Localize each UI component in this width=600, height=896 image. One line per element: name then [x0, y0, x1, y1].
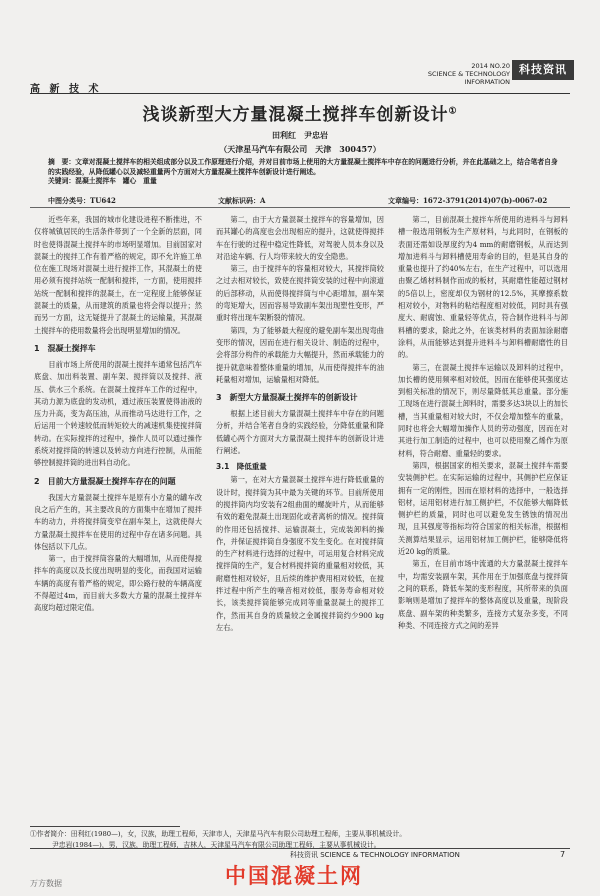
footer-journal: 科技资讯 SCIENCE & TECHNOLOGY INFORMATION [290, 851, 460, 859]
paragraph: 第四，根据国家的相关要求，混凝土搅拌车需要安装侧护栏。在实际运输的过程中，其侧护栏应保证拥有一定的刚性，因而在原材料的选择中，一般选择铝材，运用铝材进行加工侧护栏，不仅能够大幅降低侧护栏的质量，同时也可以避免发生锈蚀的情况出现，且其强度等指标均符合国家的相关标准，根据相关测算结果显示，运用铝材加工侧护栏，能够降低将近20 kg的质量。 [398, 460, 568, 557]
paragraph: 近些年来，我国的城市化建设进程不断推进，不仅将城镇居民的生活条件带到了一个全新的层面，同时也使得混凝土搅拌车的市场明显增加。目前国家对混凝土的搅拌工作有着严格的规定，即不允许施工单位在施工现场对混凝土进行搅拌工作，其混凝土的使用必须有搅拌站统一配制和搅拌，一方面，使用搅拌站统一配制和搅拌的混凝土，在一定程度上能够保证混凝土的质量，从而建筑的质量也将会得以提升；然而另一方面，这无疑提升了混凝土的运输量，其混凝土搅拌车的使用数量将会出现明显增加的情况。 [34, 215, 202, 335]
article-title [0, 100, 600, 125]
paragraph: 第五，在目前市场中流通的大方量混凝土搅拌车中，均需安装副车架，其作用在于加强底盘与搅拌筒之间的联系，降低车架的变形程度，其所带来的负面影响则是增加了搅拌车的整体高度以及重量，现阶段底盘、副车架的种类繁多，连接方式复杂多变，不同种类、不同连接方式之间的差异 [398, 559, 568, 630]
paragraph: 第一，由于搅拌筒容量的大幅增加，从而使得搅拌车的高度以及长度出现明显的变化，而我国对运输车辆的高度有着严格的规定，即公路行驶的车辆高度不得超过4m，而目前大多数大方量的混凝土搅拌车高度均超过限定值。 [34, 554, 202, 613]
paragraph: 第二，目前混凝土搅拌车所使用的进料斗与卸料槽一般选用钢板为生产原材料，与此同时，在钢板的表面还需如设厚度约为4 mm的耐磨钢板，从而达到增加进料斗与卸料槽使用寿命的目的，但是其自身的重量也提升了约40%左右，在生产过程中，可以选用由聚乙烯材料制作而成的板材，其耐磨性能超过钢材的5倍以上，密度却仅为钢材的12.5%，其摩擦系数相对较小，对物料的粘结程度相对较低，同时具有强度大、耐腐蚀、重量轻等优点，符合制作进料斗与卸料槽的要求，除此之外，在该类材料的表面加涂耐磨涂料，从而能够达到提升进料斗与卸料槽耐磨性的目的。 [398, 215, 568, 360]
document-code: 文献标识码：A [218, 196, 266, 205]
paragraph: 第一，在对大方量混凝土搅拌车进行降低重量的设计时，搅拌筒为其中最为关键的环节。目前所使用的搅拌筒内均安装有2组曲面的螺旋叶片，从而能够有效的避免混凝土出现固化或者离析的情况。搅拌筒的作用还包括搅拌、运输混凝土，完成装卸料的操作，并保证搅拌筒自身强度不发生变化。在对搅拌筒的生产材料进行选择的过程中，可运用复合材料完成搅拌筒的生产，复合材料搅拌筒的重量相对较低，其耐磨性相对较好，且后续的维护费用相对较低，在搅拌过程中所产生的噪音相对较低，服务寿命相对较长，该类搅拌筒能够完成同等重量混凝土的搅拌工作，然而其自身的质量较之金属搅拌筒约少900 kg左右。 [216, 475, 384, 632]
footnote-divider [30, 826, 180, 827]
paragraph: 第四，为了能够最大程度的避免副车架出现弯曲变形的情况，因而在进行相关设计、制造的过程中，会将部分构件的承载能力大幅提升，然而承载能力的提升就意味着整体重量的增加，从而使得搅拌车的油耗量相对增加，运输量相对降低。 [216, 325, 384, 384]
journal-name: SCIENCE & TECHNOLOGY INFORMATION [427, 70, 510, 86]
footnote-line: ①作者简介：田利红(1980—)，女，汉族，助理工程师，天津市人，天津星马汽车有限公司助理工程师，主要从事机械设计。 [30, 830, 407, 838]
journal-issue: 2014 NO.20 [471, 62, 510, 70]
paragraph: 目前市场上所使用的混凝土搅拌车通常包括汽车底盘、加出料装置、副车架、搅拌筒以及搅拌、液压、供水三个系统。在混凝土搅拌车工作的过程中，其动力源为底盘的发动机，通过液压装置使得油液的压力升高，变为高压油，从而推动马达进行工作，之后运用一个转速较低而转矩较大的减速机集使搅拌筒转动。在实际搅拌的过程中，操作人员可以通过操作系统对搅拌筒的转速以及转动方向进行控制，从而能够控制搅拌筒的进出料自动化。 [34, 359, 202, 468]
keywords: 关键词：混凝土搅拌车 罐心 重量 [48, 177, 157, 185]
abstract-block [48, 158, 558, 187]
title-text: 浅谈新型大方量混凝土搅拌车创新设计 [142, 105, 449, 125]
body-column-1 [34, 214, 202, 615]
title-footnote-mark: ① [448, 106, 458, 117]
section-heading: 3 新型大方量混凝土搅拌车的创新设计 [216, 393, 358, 403]
footnote-line: 尹忠岩(1984—)，男，汉族，助理工程师，吉林人，天津星马汽车有限公司助理工程师，主要从事机械设计。 [52, 841, 381, 849]
watermark-logo: 中国混凝土网 [225, 864, 363, 888]
footer-divider [30, 848, 570, 849]
article-id: 文章编号：1672-3791(2014)07(b)-0067-02 [388, 196, 548, 205]
metadata-divider [30, 207, 570, 208]
subsection-heading: 3.1 降低重量 [216, 462, 267, 472]
author-affiliation: （天津星马汽车有限公司 天津 300457） [219, 144, 381, 154]
journal-issue-info [390, 62, 510, 86]
abstract-text: 摘 要：文章对混凝土搅拌车的相关组成部分以及工作原理进行介绍，并对目前市场上使用的大方量混凝土搅拌车中存在的问题进行分析，并在此基础之上，结合笔者自身的实践经验，从降低罐心以及减轻重量两个方面对大方量混凝土搅拌车创新设计进行阐述。 [48, 158, 558, 176]
paragraph: 根据上述目前大方量混凝土搅拌车中存在的问题分析，并结合笔者自身的实践经验，分降低重量和降低罐心两个方面对大方量混凝土搅拌车的创新设计进行阐述。 [216, 409, 384, 456]
paragraph: 第二，由于大方量混凝土搅拌车的容量增加，因而其罐心的高度也会出现相应的提升，这就使得搅拌车在行驶的过程中稳定性降低，对驾驶人员本身以及对沿途车辆、行人均带来较大的安全隐患。 [216, 215, 384, 261]
journal-badge: 科技资讯 [512, 60, 574, 80]
article-metadata-row [48, 196, 558, 206]
clc-number: 中图分类号：TU642 [48, 196, 116, 205]
article-authors: 田利红 尹忠岩 [272, 130, 328, 140]
paragraph: 第三，在混凝土搅拌车运输以及卸料的过程中，加长槽的使用频率相对较低，因而在能够使其强度达到相关标准的情况下，则尽量降低其总重量。部分施工现场在进行混凝土卸料时，需要多达3块以上的加长槽，当其重量相对较大时，不仅会增加整车的重量，同时也将会大幅增加操作人员的劳动强度，因而在对其进行加工制造的过程中，也可以使用聚乙烯作为原材料，符合耐磨、重量轻的要求。 [398, 362, 568, 458]
section-heading: 1 混凝土搅拌车 [34, 343, 96, 353]
section-heading: 2 目前大方量混凝土搅拌车存在的问题 [34, 476, 176, 486]
body-column-3 [398, 214, 568, 632]
database-mark: 万方数据 [30, 879, 62, 888]
page-number: 7 [560, 850, 566, 859]
header-divider [30, 93, 570, 94]
paragraph: 我国大方量混凝土搅拌车是原有小方量的罐车改良之后产生的，其主要改良的方面集中在增加了搅拌车的动力，并将搅拌筒变窄在副车架上，这就使得大方量混凝土搅拌车在使用的过程中存在诸多问题。具体包括以下几点。 [34, 492, 202, 551]
body-column-2 [216, 214, 384, 634]
section-tag: 高 新 技 术 [30, 84, 102, 95]
paragraph: 第三，由于搅拌车的容量相对较大，其搅拌筒较之过去相对较长，致使在搅拌筒安装的过程中向滚道的后部移动，从而使得搅拌筒与中心距增加，副车架的弯矩增大，因而容易导致副车架出现塑性变形，严重时将出现车架断裂的情况。 [216, 264, 384, 323]
